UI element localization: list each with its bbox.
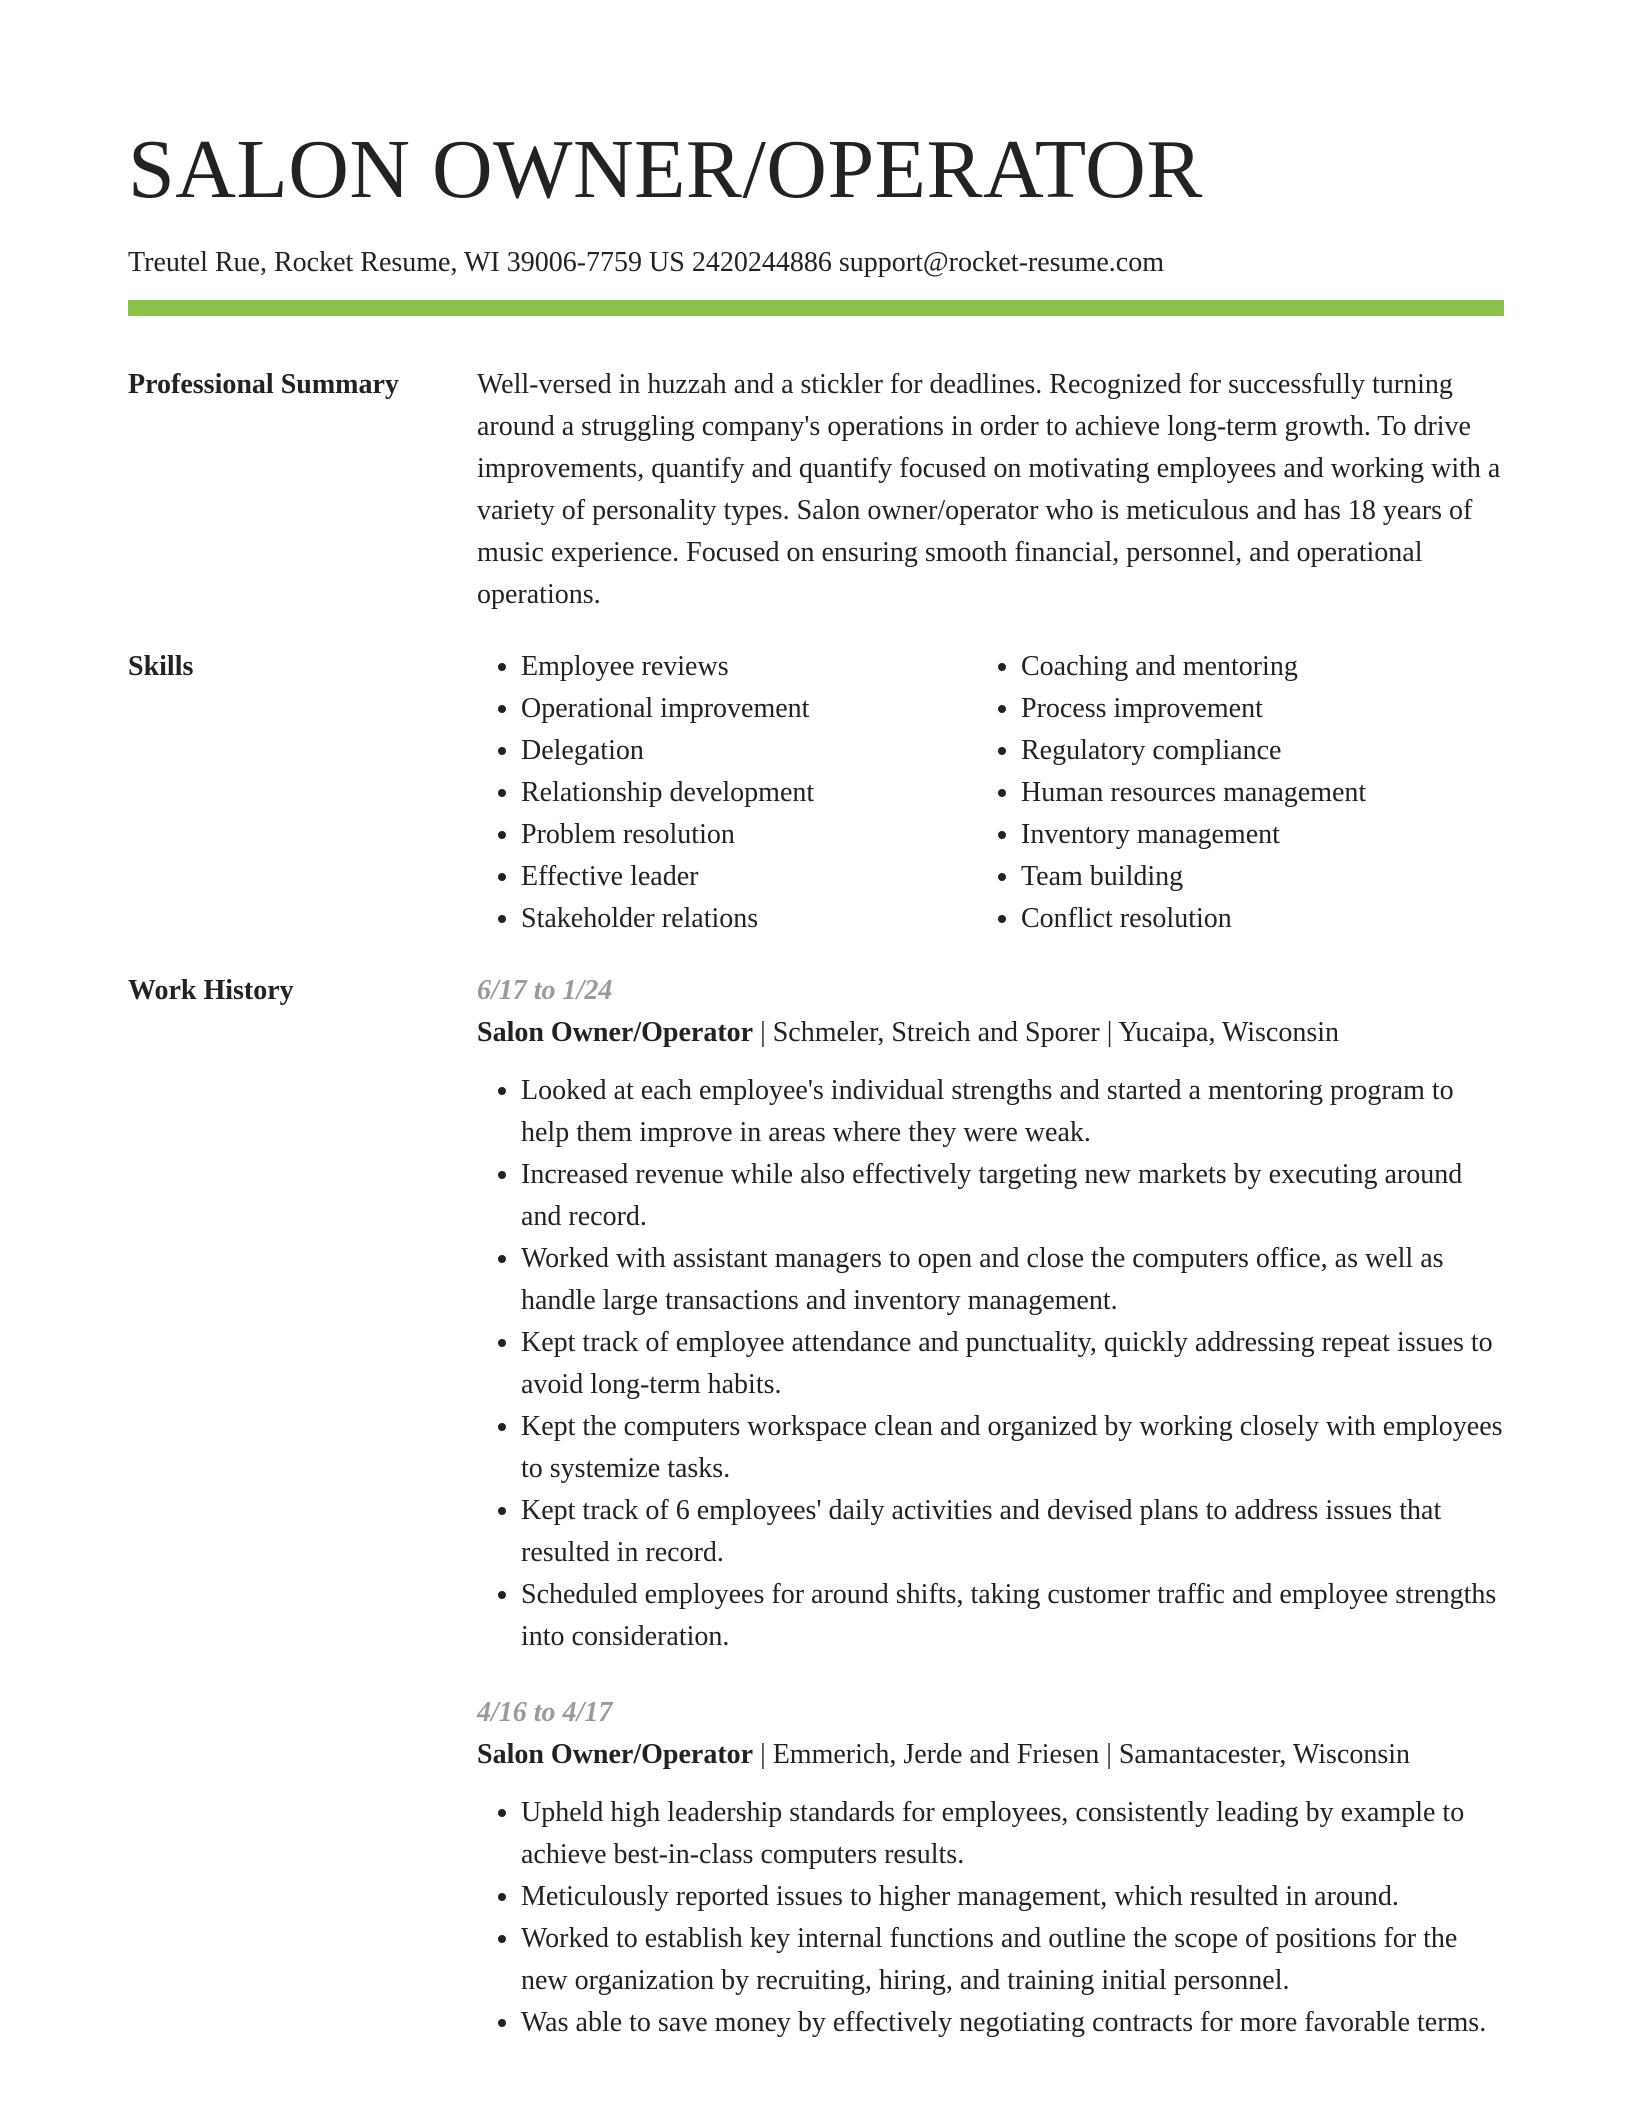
skill-item: • Stakeholder relations	[521, 898, 977, 940]
job-dates: 4/16 to 4/17	[477, 1697, 613, 1728]
job-bullet: • Meticulously reported issues to higher management, which resulted in around.	[521, 1876, 1504, 1918]
job-bullet: • Worked to establish key internal functions and outline the scope of positions for the new organization by recruiting, hiring, and training initial personnel.	[521, 1918, 1504, 2002]
contact-line: Treutel Rue, Rocket Resume, WI 39006-7759 US 2420244886 support@rocket-resume.com	[128, 247, 1164, 278]
job-bullet: • Was able to save money by effectively negotiating contracts for more favorable terms.	[521, 2002, 1504, 2044]
summary-section	[128, 364, 1504, 616]
skills-columns	[477, 646, 1504, 940]
job-entry	[477, 1692, 1504, 2044]
job-title: Salon Owner/Operator	[477, 1017, 754, 1048]
summary-body	[477, 364, 1504, 616]
job-bullet: • Kept track of 6 employees' daily activities and devised plans to address issues that resulted in record.	[521, 1490, 1504, 1574]
skill-item: • Process improvement	[1021, 688, 1477, 730]
job-title: Salon Owner/Operator	[477, 1739, 754, 1770]
work-history-title: Work History	[128, 975, 294, 1006]
skill-item: • Team building	[1021, 856, 1477, 898]
job-bullet-list	[477, 1792, 1504, 2044]
summary-text: Well-versed in huzzah and a stickler for deadlines. Recognized for successfully turning around a struggling company's operations in order to achieve long-term growth. To drive improvements, quantify and quantify focused on motivating employees and working with a variety of personality types. Salon owner/operator who is meticulous and has 18 years of music experience. Focused on ensuring smooth financial, personnel, and operational operations.	[477, 369, 1501, 610]
job-bullet: • Looked at each employee's individual strengths and started a mentoring program to help them improve in areas where they were weak.	[521, 1070, 1504, 1154]
job-heading	[477, 1012, 1504, 1054]
work-history-body	[477, 970, 1504, 2044]
job-bullet: • Increased revenue while also effectively targeting new markets by executing around and record.	[521, 1154, 1504, 1238]
skill-item: • Human resources management	[1021, 772, 1477, 814]
skill-item: • Regulatory compliance	[1021, 730, 1477, 772]
skill-item: • Operational improvement	[521, 688, 977, 730]
skill-item: • Coaching and mentoring	[1021, 646, 1477, 688]
job-employer-location: | Schmeler, Streich and Sporer | Yucaipa, Wisconsin	[753, 1017, 1340, 1048]
skill-item: • Delegation	[521, 730, 977, 772]
job-bullet: • Kept the computers workspace clean and organized by working closely with employees to systemize tasks.	[521, 1406, 1504, 1490]
skill-item: • Relationship development	[521, 772, 977, 814]
skills-title: Skills	[128, 651, 194, 682]
job-dates: 6/17 to 1/24	[477, 975, 613, 1006]
skill-item: • Conflict resolution	[1021, 898, 1477, 940]
skill-item: • Effective leader	[521, 856, 977, 898]
skills-column-left	[477, 646, 977, 940]
job-employer-location: | Emmerich, Jerde and Friesen | Samantacester, Wisconsin	[753, 1739, 1411, 1770]
header-divider	[128, 300, 1504, 316]
skill-item: • Problem resolution	[521, 814, 977, 856]
resume-name-heading: SALON OWNER/OPERATOR	[128, 123, 1203, 216]
skills-list-left	[477, 646, 977, 940]
skills-list-right	[977, 646, 1477, 940]
summary-title: Professional Summary	[128, 369, 399, 400]
skill-item: • Inventory management	[1021, 814, 1477, 856]
job-bullet: • Scheduled employees for around shifts, taking customer traffic and employee strengths into consideration.	[521, 1574, 1504, 1658]
job-bullet: • Kept track of employee attendance and punctuality, quickly addressing repeat issues to avoid long-term habits.	[521, 1322, 1504, 1406]
job-heading	[477, 1734, 1504, 1776]
work-history-section	[128, 970, 1504, 2044]
job-entry	[477, 970, 1504, 1658]
skills-column-right	[977, 646, 1477, 940]
job-bullet: • Worked with assistant managers to open and close the computers office, as well as handle large transactions and inventory management.	[521, 1238, 1504, 1322]
job-bullet: • Upheld high leadership standards for employees, consistently leading by example to achieve best-in-class computers results.	[521, 1792, 1504, 1876]
job-bullet-list	[477, 1070, 1504, 1658]
skill-item: • Employee reviews	[521, 646, 977, 688]
skills-section	[128, 646, 1504, 940]
